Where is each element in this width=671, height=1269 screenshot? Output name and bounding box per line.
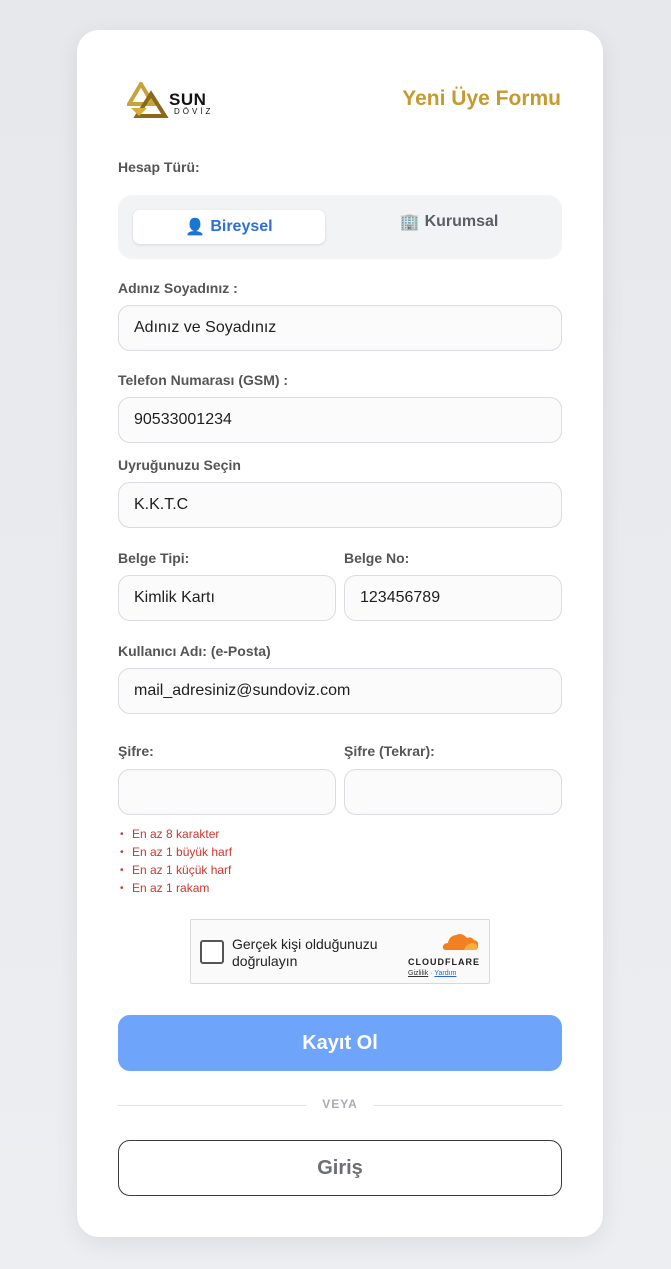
password-rule: • En az 1 küçük harf: [120, 863, 232, 877]
nationality-value: K.K.T.C: [134, 496, 189, 513]
privacy-link[interactable]: Gizlilik: [408, 970, 429, 977]
phone-label: Telefon Numarası (GSM) :: [118, 372, 289, 388]
register-button[interactable]: Kayıt Ol: [118, 1015, 562, 1071]
captcha-checkbox[interactable]: [200, 940, 224, 964]
tab-bireysel-label: Bireysel: [210, 218, 273, 235]
phone-input[interactable]: [118, 397, 562, 443]
account-type-label: Hesap Türü:: [118, 159, 200, 175]
person-icon: 👤: [185, 219, 206, 236]
name-input[interactable]: [118, 305, 562, 351]
logo-text: SUN: [169, 90, 207, 109]
tab-kurumsal[interactable]: [353, 205, 545, 239]
login-button[interactable]: Giriş: [118, 1140, 562, 1196]
password-label: Şifre:: [118, 743, 154, 759]
password-repeat-input[interactable]: [344, 769, 562, 815]
captcha-text: Gerçek kişi olduğunuzu doğrulayın: [232, 936, 378, 969]
password-repeat-label: Şifre (Tekrar):: [344, 743, 435, 759]
account-type-toggle: [118, 195, 562, 259]
or-text: VEYA: [322, 1097, 358, 1111]
doc-type-label: Belge Tipi:: [118, 550, 190, 566]
password-rule: • En az 8 karakter: [120, 827, 220, 841]
doc-no-input[interactable]: [344, 575, 562, 621]
cloudflare-branding: [408, 930, 484, 977]
captcha-links: [408, 970, 484, 977]
sun-doviz-logo: [125, 78, 215, 122]
doc-type-value: Kimlik Kartı: [134, 589, 215, 606]
or-divider: [118, 1097, 562, 1113]
nationality-label: Uyruğunuzu Seçin: [118, 457, 241, 473]
nationality-select[interactable]: [118, 482, 562, 528]
registration-card: [77, 30, 603, 1237]
doc-type-select[interactable]: [118, 575, 336, 621]
page-title: Yeni Üye Formu: [402, 87, 561, 110]
doc-no-label: Belge No:: [344, 550, 410, 566]
password-input[interactable]: [118, 769, 336, 815]
link-separator: ·: [430, 970, 433, 977]
phone-placeholder: 90533001234: [134, 411, 232, 428]
building-icon: 🏢: [399, 214, 420, 231]
help-link[interactable]: Yardım: [434, 970, 457, 977]
cloudflare-brand: CLOUDFLARE: [408, 957, 480, 967]
name-placeholder: Adınız ve Soyadınız: [134, 319, 277, 336]
username-label: Kullanıcı Adı: (e-Posta): [118, 643, 271, 659]
password-rule: • En az 1 rakam: [120, 881, 210, 895]
doc-no-placeholder: 123456789: [360, 589, 441, 606]
cloudflare-cloud-icon: [440, 930, 480, 952]
tab-kurumsal-label: Kurumsal: [424, 213, 499, 230]
password-rule: • En az 1 büyük harf: [120, 845, 233, 859]
form-header: [125, 78, 561, 128]
captcha-widget: [190, 919, 490, 984]
triangle-logo-icon: [127, 82, 175, 118]
tab-bireysel[interactable]: [133, 210, 325, 244]
email-field[interactable]: [118, 668, 562, 714]
name-label: Adınız Soyadınız :: [118, 280, 238, 296]
logo-subtext: DÖVİZ: [174, 107, 214, 116]
password-rules-list: [120, 825, 232, 897]
divider-line: [374, 1105, 562, 1106]
email-placeholder: mail_adresiniz@sundoviz.com: [134, 682, 351, 699]
